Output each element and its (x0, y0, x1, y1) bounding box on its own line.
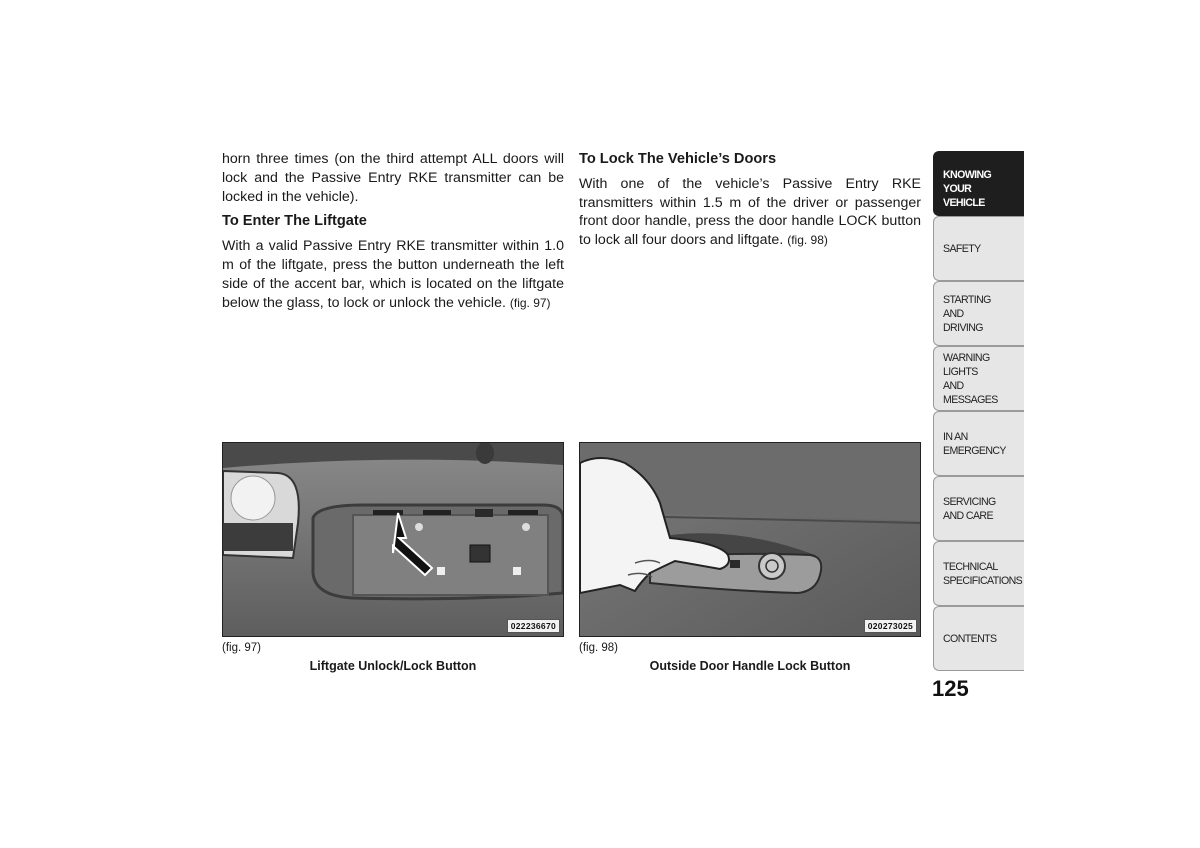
section-tab-label: SERVICING (943, 495, 996, 508)
paragraph-lock-doors: With one of the vehicle’s Passive Entry RKE transmitters within 1.5 m of the driver or passenger front door handle, press the door handle LOCK button to lock all four doors and liftgate. (fig. 98) (579, 175, 921, 249)
section-tab-warning-lights-and-messages (933, 346, 1024, 411)
lock-cylinder-icon (759, 553, 785, 579)
paragraph-continuation: horn three times (on the third attempt ALL doors will lock and the Passive Entry RKE transmitter can be locked in the vehicle). (222, 151, 564, 205)
section-tab-label: DRIVING (943, 321, 983, 334)
door-handle-illustration (580, 443, 920, 636)
figure-code: 022236670 (507, 619, 560, 633)
right-text-column (579, 150, 921, 256)
section-tab-label: YOUR (943, 183, 972, 195)
section-tab-label: IN AN (943, 430, 968, 443)
section-tab-label: TECHNICAL (943, 560, 998, 573)
section-tab-contents (933, 606, 1024, 671)
section-tab-label: WARNING (943, 351, 990, 364)
section-tab-safety (933, 216, 1024, 281)
section-tab-servicing-and-care (933, 476, 1024, 541)
heading-lock-doors: To Lock The Vehicle’s Doors (579, 151, 777, 167)
figure-code: 020273025 (864, 619, 917, 633)
section-tab-label: LIGHTS (943, 365, 978, 378)
section-tabs (933, 151, 1024, 671)
section-tab-label: MESSAGES (943, 393, 998, 406)
section-tab-label: STARTING (943, 293, 991, 306)
figure-label: (fig. 97) (222, 642, 261, 654)
section-tab-starting-and-driving (933, 281, 1024, 346)
section-tab-label: EMERGENCY (943, 444, 1006, 457)
page-number: 125 (932, 676, 969, 701)
figure-label: (fig. 98) (579, 642, 618, 654)
liftgate-illustration (223, 443, 563, 636)
figure-door-handle-image (579, 442, 921, 637)
figure-caption: Liftgate Unlock/Lock Button (309, 659, 477, 673)
figure-caption: Outside Door Handle Lock Button (649, 659, 851, 673)
section-tab-label: VEHICLE (943, 197, 985, 209)
left-text-column (222, 150, 564, 318)
section-tab-label: AND (943, 379, 964, 392)
heading-enter-liftgate: To Enter The Liftgate (222, 213, 367, 230)
figure-liftgate-image (222, 442, 564, 637)
section-tab-label: SAFETY (943, 242, 981, 255)
section-tab-label: AND (943, 307, 964, 320)
section-tab-label: CONTENTS (943, 632, 997, 645)
figure-reference: (fig. 98) (787, 233, 828, 248)
paragraph-liftgate: With a valid Passive Entry RKE transmitter within 1.0 m of the liftgate, press the button underneath the left side of the accent bar, which is located on the liftgate below the glass, to lock or unlock the vehicle. (fig. 97) (222, 238, 564, 311)
section-tab-knowing-your-vehicle (933, 151, 1024, 216)
figure-reference: (fig. 97) (509, 295, 551, 310)
section-tab-label: SPECIFICATIONS (943, 574, 1023, 587)
section-tab-label: KNOWING (943, 169, 992, 181)
section-tab-in-an-emergency (933, 411, 1024, 476)
section-tab-technical-specifications (933, 541, 1024, 606)
section-tab-label: AND CARE (943, 509, 993, 522)
